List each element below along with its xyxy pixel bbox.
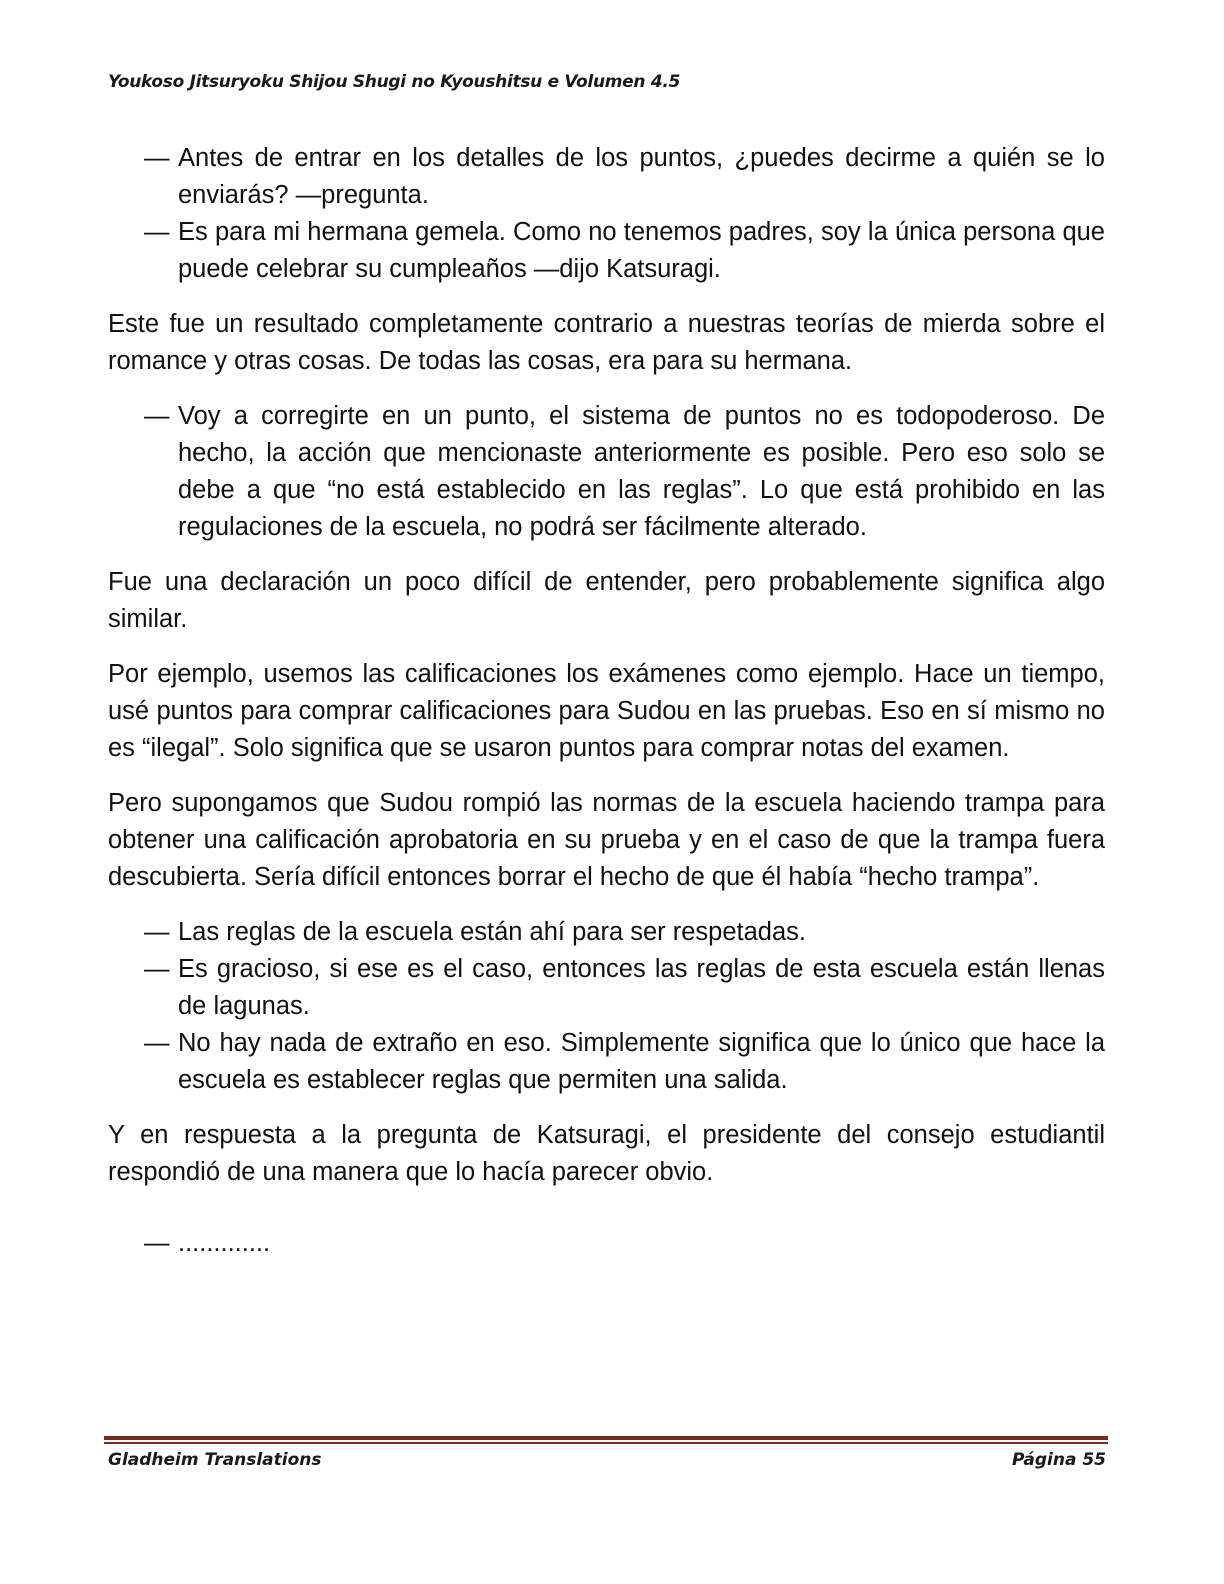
running-header-title: Youkoso Jitsuryoku Shijou Shugi no Kyoushitsu e Volumen 4.5	[108, 72, 681, 92]
footer-publisher: Gladheim Translations	[108, 1450, 322, 1470]
dialogue-text: Las reglas de la escuela están ahí para ser respetadas.	[178, 918, 806, 946]
dialogue-block	[108, 398, 1105, 546]
footer-divider-thick-line	[104, 1436, 1108, 1440]
dialogue-line	[108, 1025, 1105, 1099]
em-dash: —	[144, 402, 170, 430]
footer-divider-thin-line	[104, 1442, 1108, 1444]
em-dash: —	[144, 1029, 170, 1057]
dialogue-block	[108, 140, 1105, 288]
paragraph: Este fue un resultado completamente contrario a nuestras teorías de mierda sobre el romance y otras cosas. De todas las cosas, era para su hermana.	[108, 310, 1105, 375]
dialogue-text: Voy a corregirte en un punto, el sistema de puntos no es todopoderoso. De hecho, la acción que mencionaste anteriormente es posible. Pero eso solo se debe a que “no está establecido en las reglas”. Lo que está prohibido en las regulaciones de la escuela, no podrá ser fácilmente alterado.	[178, 402, 1105, 541]
dialogue-text: .............	[178, 1229, 271, 1257]
paragraph: Pero supongamos que Sudou rompió las normas de la escuela haciendo trampa para obtener una calificación aprobatoria en su prueba y en el caso de que la trampa fuera descubierta. Sería difícil entonces borrar el hecho de que él había “hecho trampa”.	[108, 789, 1105, 891]
dialogue-text: Es para mi hermana gemela. Como no tenemos padres, soy la única persona que puede celebrar su cumpleaños —dijo Katsuragi.	[178, 218, 1105, 283]
dialogue-line	[108, 140, 1105, 214]
em-dash: —	[144, 1229, 170, 1257]
dialogue-text: Antes de entrar en los detalles de los puntos, ¿puedes decirme a quién se lo enviarás? —pregunta.	[178, 144, 1105, 209]
footer-divider	[104, 1436, 1108, 1445]
dialogue-line	[108, 914, 1105, 951]
dialogue-text: Es gracioso, si ese es el caso, entonces las reglas de esta escuela están llenas de lagunas.	[178, 955, 1105, 1020]
em-dash: —	[144, 955, 170, 983]
paragraph: Por ejemplo, usemos las calificaciones los exámenes como ejemplo. Hace un tiempo, usé puntos para comprar calificaciones para Sudou en las pruebas. Eso en sí mismo no es “ilegal”. Solo significa que se usaron puntos para comprar notas del examen.	[108, 660, 1105, 762]
dialogue-line	[108, 398, 1105, 546]
footer-page-number: Página 55	[1012, 1450, 1106, 1470]
paragraph: Y en respuesta a la pregunta de Katsuragi, el presidente del consejo estudiantil respondió de una manera que lo hacía parecer obvio.	[108, 1121, 1105, 1186]
dialogue-line	[108, 1225, 1105, 1262]
em-dash: —	[144, 218, 170, 246]
dialogue-line	[108, 951, 1105, 1025]
em-dash: —	[144, 144, 170, 172]
dialogue-line	[108, 214, 1105, 288]
dialogue-text: No hay nada de extraño en eso. Simplemente significa que lo único que hace la escuela es establecer reglas que permiten una salida.	[178, 1029, 1105, 1094]
paragraph: Fue una declaración un poco difícil de entender, pero probablemente significa algo similar.	[108, 568, 1105, 633]
em-dash: —	[144, 918, 170, 946]
page-body	[108, 140, 1105, 1280]
dialogue-block	[108, 914, 1105, 1099]
dialogue-block	[108, 1225, 1105, 1262]
